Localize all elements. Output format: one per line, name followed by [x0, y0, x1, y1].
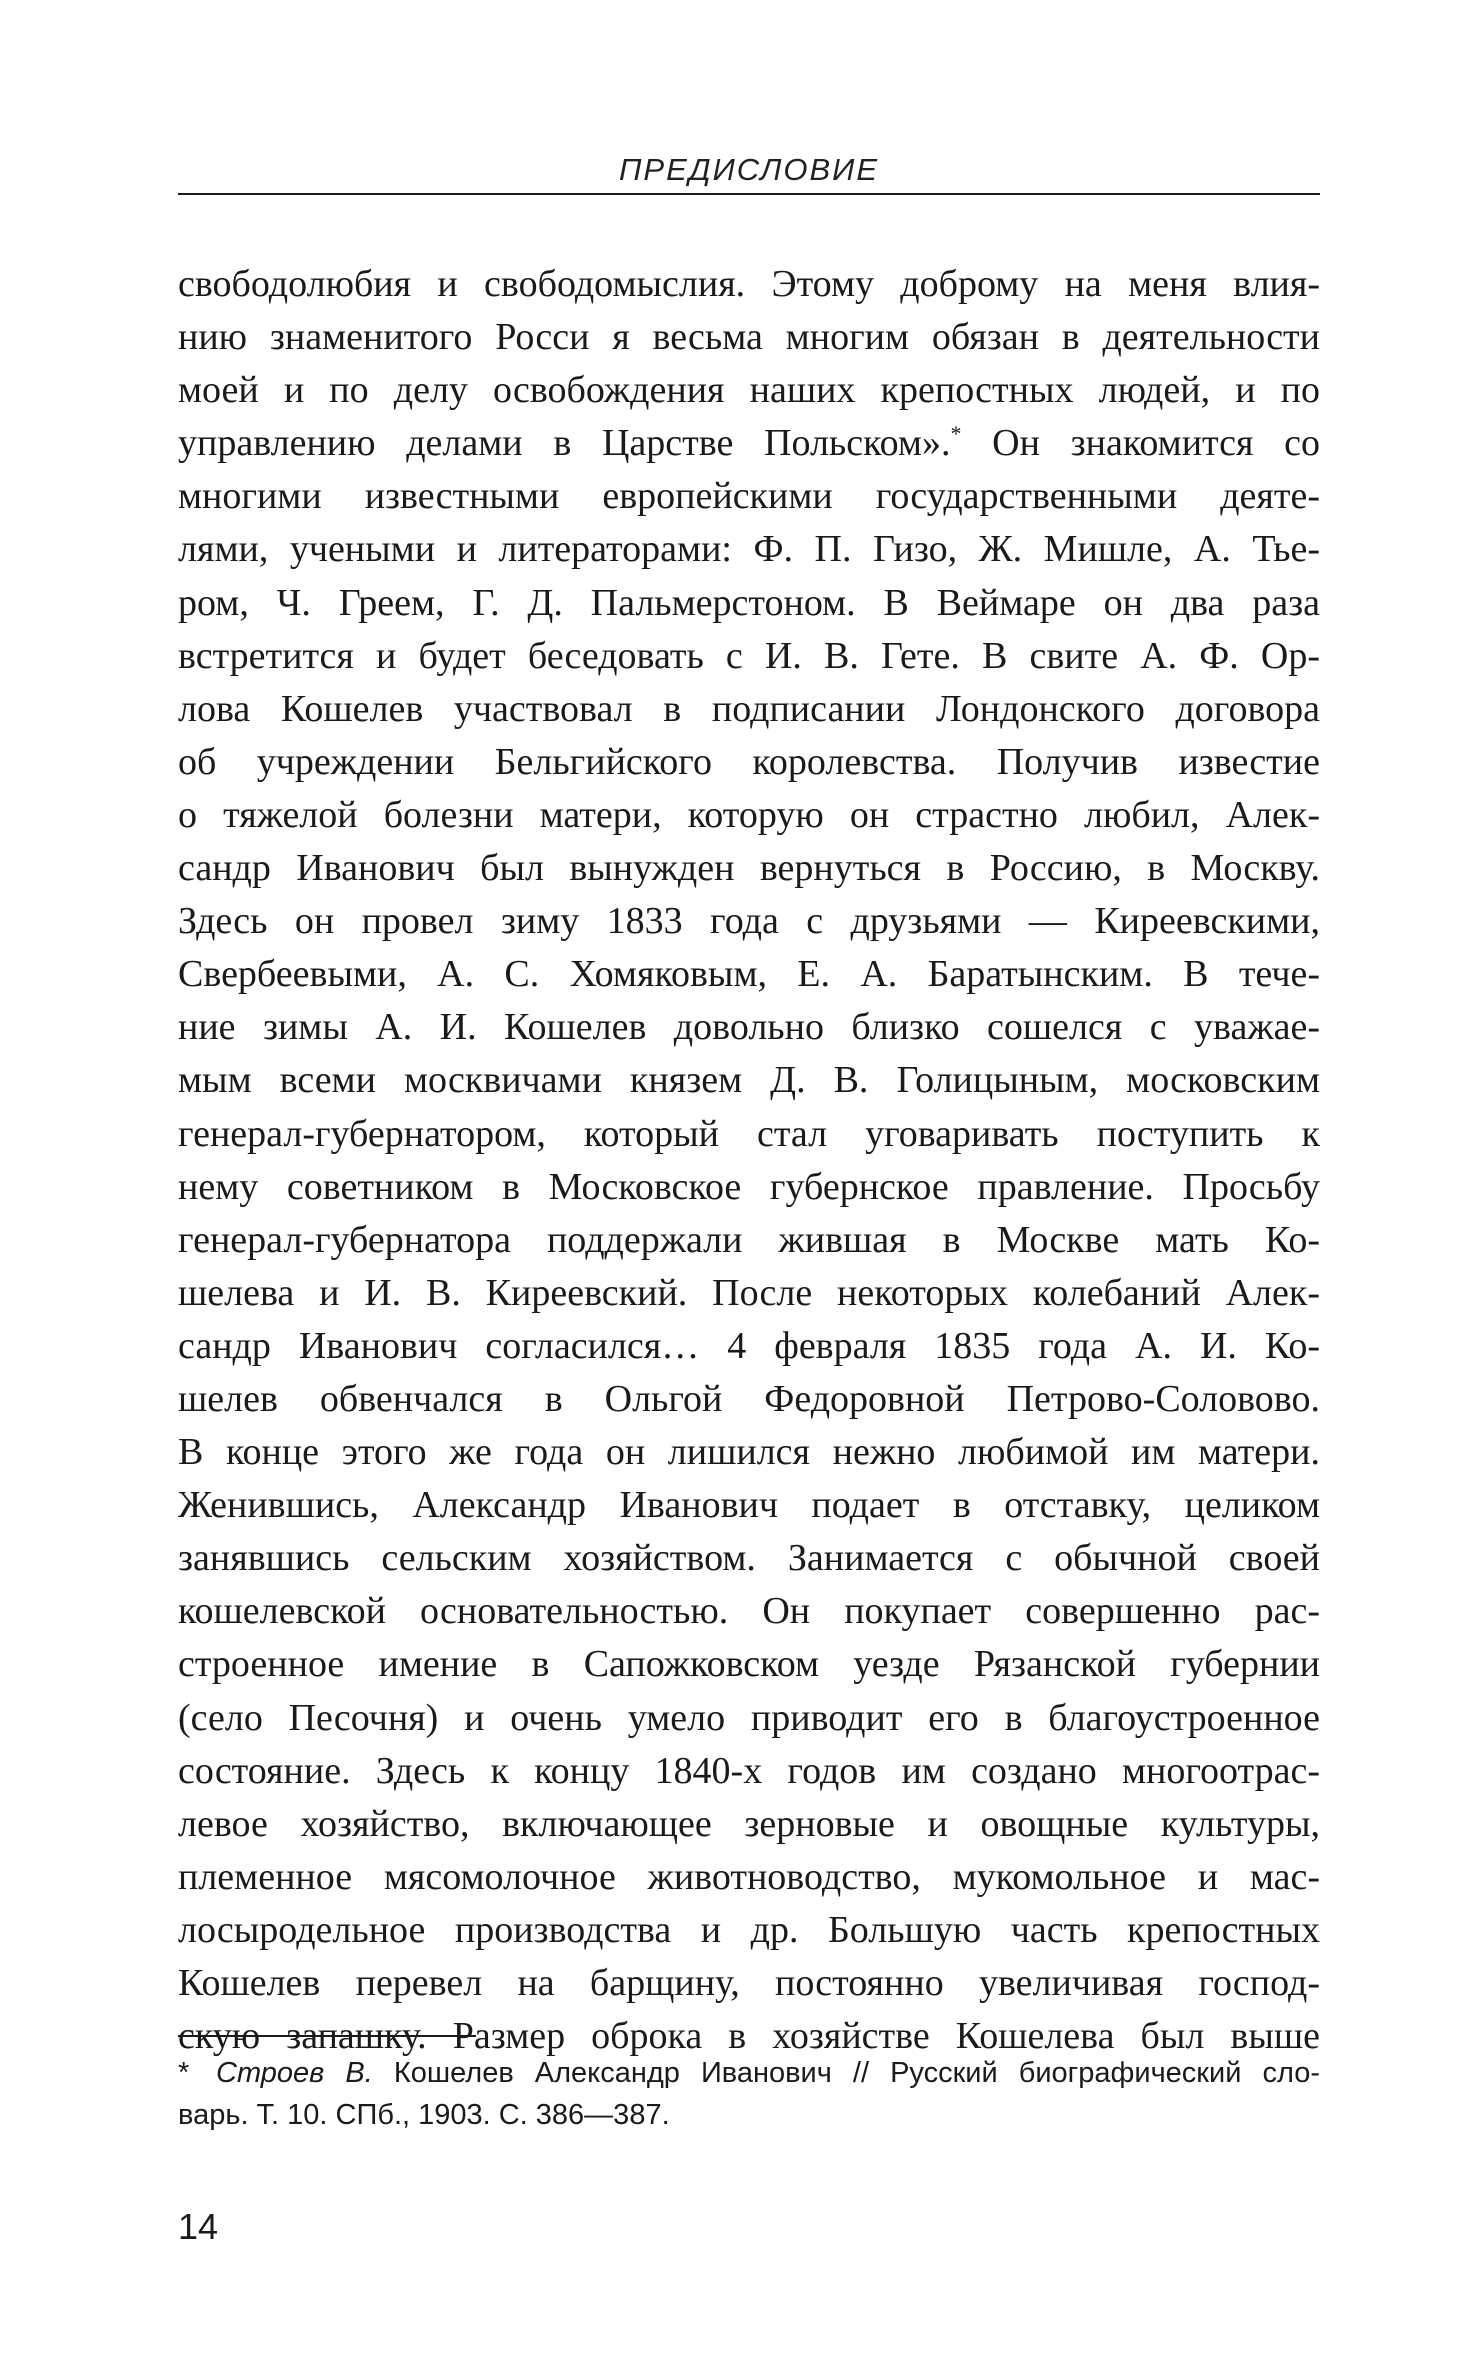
body-line: об учреждении Бельгийского королевства. Получив известие [178, 740, 1320, 783]
body-line: многими известными европейскими государственными деяте- [178, 475, 1320, 518]
body-line: Женившись, Александр Иванович подает в отставку, целиком [178, 1484, 1320, 1527]
body-line: племенное мясомолочное животноводство, мукомольное и мас- [178, 1855, 1320, 1898]
body-line: В конце этого же года он лишился нежно любимой им матери. [178, 1431, 1320, 1474]
footnote-separator [178, 2035, 476, 2037]
body-line: генерал-губернатора поддержали жившая в Москве мать Ко- [178, 1218, 1320, 1261]
body-line: сандр Иванович согласился… 4 февраля 1835 года А. И. Ко- [178, 1324, 1320, 1367]
footnote-line: варь. Т. 10. СПб., 1903. С. 386—387. [178, 2099, 670, 2131]
body-line: мым всеми москвичами князем Д. В. Голицыным, московским [178, 1059, 1320, 1102]
body-line-text: управлению делами в Царстве Польском». [178, 422, 951, 465]
body-line: нему советником в Московское губернское правление. Просьбу [178, 1165, 1320, 1208]
body-line: лосыродельное производства и др. Большую часть крепостных [178, 1908, 1320, 1951]
body-line: нию знаменитого Росси я весьма многим обязан в деятельности [178, 316, 1320, 359]
body-line: ние зимы А. И. Кошелев довольно близко сошелся с уважае- [178, 1006, 1320, 1049]
body-line: левое хозяйство, включающее зерновые и овощные культуры, [178, 1802, 1320, 1845]
page-number: 14 [178, 2206, 219, 2247]
body-line-text-cont: Он знакомится со [961, 422, 1320, 465]
body-text [178, 258, 1320, 2063]
footnote-line [178, 2052, 1320, 2094]
footnote-citation: Кошелев Александр Иванович // Русский биографический сло- [372, 2057, 1320, 2089]
header-rule [178, 193, 1320, 195]
body-line: генерал-губернатором, который стал уговаривать поступить к [178, 1112, 1320, 1155]
body-line: состояние. Здесь к концу 1840-х годов им создано многоотрас- [178, 1749, 1320, 1792]
body-line: о тяжелой болезни матери, которую он страстно любил, Алек- [178, 793, 1320, 836]
body-line-with-footnote-ref [178, 417, 1320, 470]
body-line: скую запашку. Размер оброка в хозяйстве Кошелева был выше [178, 2015, 1320, 2058]
footnote [178, 2052, 1320, 2136]
body-line: Свербеевыми, А. С. Хомяковым, Е. А. Баратынским. В тече- [178, 953, 1320, 996]
body-line: строенное имение в Сапожковском уезде Рязанской губернии [178, 1643, 1320, 1686]
body-line: свободолюбия и свободомыслия. Этому доброму на меня влия- [178, 263, 1320, 305]
footnote-reference[interactable]: * [950, 421, 962, 447]
body-line: моей и по делу освобождения наших крепостных людей, и по [178, 369, 1320, 412]
body-line: сандр Иванович был вынужден вернуться в Россию, в Москву. [178, 847, 1320, 890]
body-line: ром, Ч. Греем, Г. Д. Пальмерстоном. В Веймаре он два раза [178, 581, 1320, 624]
body-line: кошелевской основательностью. Он покупает совершенно рас- [178, 1590, 1320, 1633]
body-line: Кошелев перевел на барщину, постоянно увеличивая господ- [178, 1962, 1320, 2004]
body-line: шелев обвенчался в Ольгой Федоровной Петрово-Соловово. [178, 1377, 1320, 1420]
body-line: лова Кошелев участвовал в подписании Лондонского договора [178, 687, 1320, 730]
body-line: Здесь он провел зиму 1833 года с друзьями — Киреевскими, [178, 900, 1320, 943]
running-head: ПРЕДИСЛОВИЕ [618, 152, 880, 187]
body-line: шелева и И. В. Киреевский. После некоторых колебаний Алек- [178, 1271, 1320, 1314]
body-line: лями, учеными и литераторами: Ф. П. Гизо, Ж. Мишле, А. Тье- [178, 528, 1320, 571]
body-line: занявшись сельским хозяйством. Занимается с обычной своей [178, 1537, 1320, 1580]
footnote-author: Строев В. [216, 2057, 373, 2089]
body-line: встретится и будет беседовать с И. В. Гете. В свите А. Ф. Ор- [178, 634, 1320, 677]
body-line: (село Песочня) и очень умело приводит его в благоустроенное [178, 1696, 1320, 1739]
footnote-marker: * [178, 2057, 190, 2089]
